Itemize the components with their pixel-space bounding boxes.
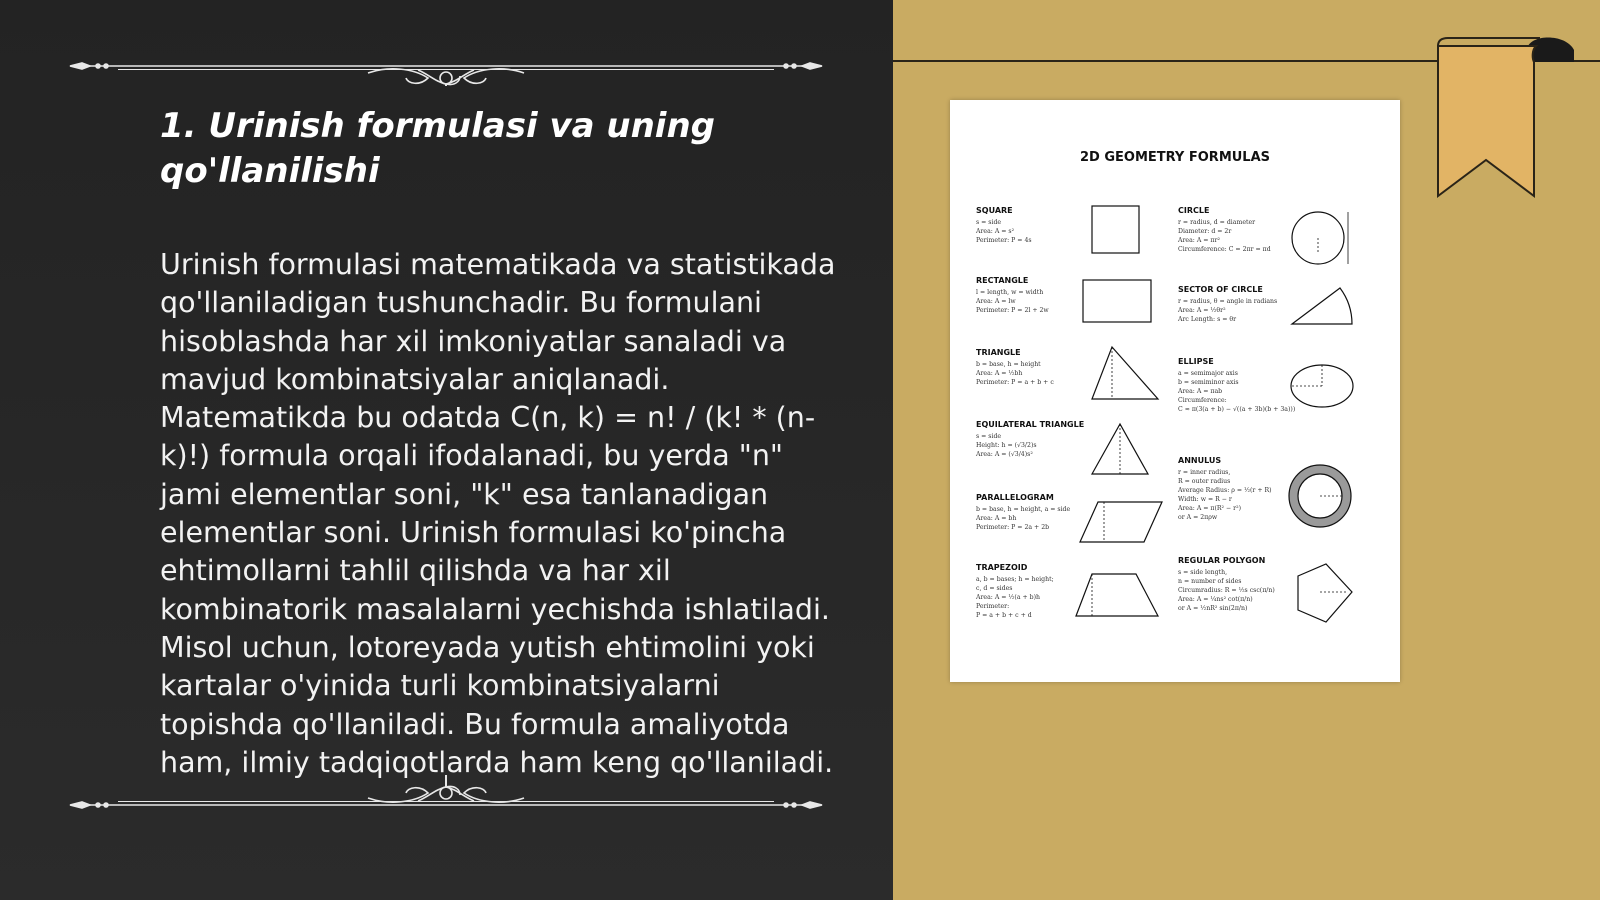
formula-line: Perimeter: P = 2l + 2w: [976, 307, 1049, 314]
formula-name: RECTANGLE: [976, 276, 1029, 285]
formula-equilateral-triangle: [976, 420, 1186, 459]
formula-line: Circumradius: R = ½s csc(π/n): [1178, 587, 1275, 594]
formula-name: PARALLELOGRAM: [976, 493, 1054, 502]
geometry-formulas-poster: [950, 100, 1400, 682]
bottom-ornament-divider: [68, 775, 824, 815]
formula-line: Perimeter: P = 4s: [976, 237, 1032, 244]
formula-line: C ≈ π(3(a + b) − √((a + 3b)(b + 3a))): [1178, 406, 1296, 413]
formula-line: Area: A = ¼ns² cot(π/n): [1178, 596, 1253, 603]
formula-line: Area: A = ½bh: [976, 370, 1023, 377]
formula-line: Area: A = lw: [976, 298, 1016, 305]
formula-name: REGULAR POLYGON: [1178, 556, 1266, 565]
equilateral-triangle-figure: [1090, 422, 1154, 478]
formula-line: Height: h = (√3/2)s: [976, 442, 1037, 449]
formula-line: Circumference:: [1178, 397, 1227, 404]
formula-name: SQUARE: [976, 206, 1013, 215]
regular-polygon-figure: [1296, 562, 1358, 626]
slide-body-text: Urinish formulasi matematikada va statistikada qo'llaniladigan tushunchadir. Bu formulani hisoblashda har xil imkoniyatlar sanaladi va mavjud kombinatsiyalar aniqlanadi. Matematikda bu odatda C(n, k) = n! / (k! * (n-k)!) formula orqali ifodalanadi, bu yerda "n" jami elementlar soni, "k" esa tanlanadigan elementlar soni. Urinish formulasi ko'pincha ehtimollarni tahlil qilishda va har xil kombinatorik masalalarni yechishda ishlatiladi. Misol uchun, lotoreyada yutish ehtimolini yoki kartalar o'yinida turli kombinatsiyalarni topishda qo'llaniladi. Bu formula amaliyotda ham, ilmiy tadqiqotlarda ham keng qo'llaniladi.: [160, 248, 836, 779]
formula-line: s = side: [976, 433, 1002, 440]
formula-line: Average Radius: ρ = ½(r + R): [1178, 487, 1272, 494]
square-figure: [1090, 204, 1160, 264]
formula-line: c, d = sides: [976, 585, 1013, 592]
formula-line: b = semiminor axis: [1178, 379, 1239, 386]
triangle-figure: [1090, 345, 1162, 403]
formula-line: s = side length,: [1178, 569, 1228, 576]
bookmark-ribbon-decoration: [1436, 36, 1586, 204]
formula-line: n = number of sides: [1178, 578, 1242, 585]
formula-line: P = a + b + c + d: [976, 612, 1032, 619]
formula-line: a = semimajor axis: [1178, 370, 1238, 377]
formula-name: EQUILATERAL TRIANGLE: [976, 420, 1085, 429]
formula-name: TRAPEZOID: [976, 563, 1028, 572]
formula-name: SECTOR OF CIRCLE: [1178, 285, 1263, 294]
formula-line: b = base, h = height, a = side: [976, 506, 1071, 513]
formula-line: Diameter: d = 2r: [1178, 228, 1232, 235]
slide-title: 1. Urinish formulasi va uning qo'llanilishi: [160, 106, 716, 191]
formula-line: Area: A = ½θr²: [1178, 307, 1226, 314]
formula-line: Perimeter: P = a + b + c: [976, 379, 1054, 386]
formula-line: r = radius, θ = angle in radians: [1178, 298, 1278, 305]
circle-figure: [1290, 204, 1360, 268]
formula-line: or A = ½nR² sin(2π/n): [1178, 605, 1248, 612]
formula-line: a, b = bases; h = height;: [976, 576, 1054, 583]
formula-name: ANNULUS: [1178, 456, 1222, 465]
formula-name: CIRCLE: [1178, 206, 1210, 215]
formula-line: l = length, w = width: [976, 289, 1044, 296]
formula-line: or A = 2πρw: [1178, 514, 1218, 521]
formula-line: Width: w = R − r: [1178, 496, 1232, 503]
top-ornament-divider: [68, 46, 824, 86]
formula-line: Area: A = bh: [976, 515, 1017, 522]
annulus-figure: [1288, 462, 1358, 530]
formula-name: TRIANGLE: [976, 348, 1021, 357]
formula-line: Area: A = π(R² − r²): [1178, 505, 1242, 512]
trapezoid-figure: [1074, 570, 1162, 620]
formula-line: Area: A = s²: [976, 228, 1015, 235]
formula-line: b = base, h = height: [976, 361, 1041, 368]
formula-line: r = inner radius,: [1178, 469, 1231, 476]
formula-line: Area: A = πr²: [1178, 237, 1220, 244]
poster-title: 2D GEOMETRY FORMULAS: [1079, 150, 1271, 165]
formula-line: r = radius, d = diameter: [1178, 219, 1256, 226]
formula-line: Perimeter: P = 2a + 2b: [976, 524, 1050, 531]
formula-name: ELLIPSE: [1178, 357, 1214, 366]
formula-line: Arc Length: s = θr: [1178, 316, 1237, 323]
formula-line: R = outer radius: [1178, 478, 1231, 485]
parallelogram-figure: [1078, 498, 1164, 546]
rectangle-figure: [1081, 276, 1161, 326]
formula-line: Perimeter:: [976, 603, 1010, 610]
sector-figure: [1290, 284, 1360, 330]
ellipse-figure: [1290, 362, 1360, 410]
formula-line: Area: A = πab: [1178, 388, 1223, 395]
formula-line: Area: A = (√3/4)s²: [976, 451, 1033, 458]
formula-line: s = side: [976, 219, 1002, 226]
formula-line: Circumference: C = 2πr = πd: [1178, 246, 1271, 253]
formula-line: Area: A = ½(a + b)h: [976, 594, 1040, 601]
